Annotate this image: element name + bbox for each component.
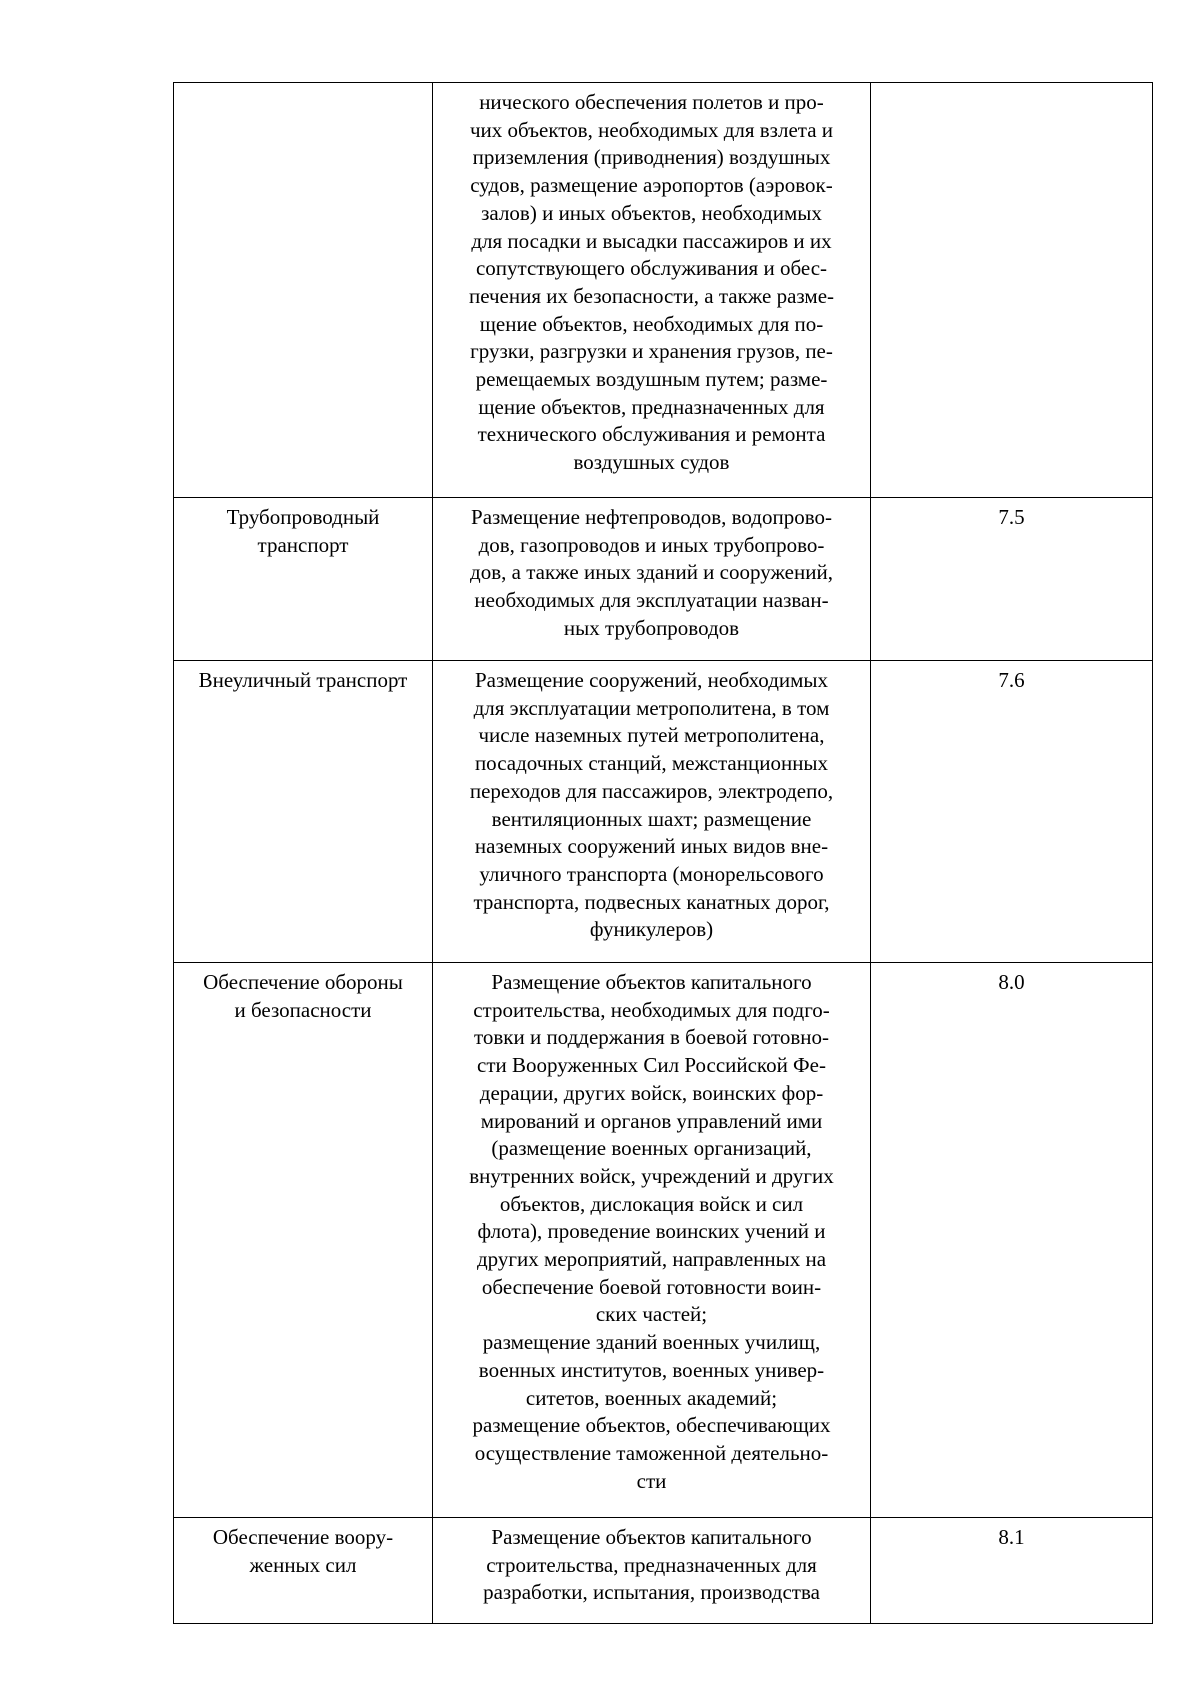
use-type-description: Размещение нефтепроводов, водопрово- дов, газопроводов и иных трубопрово- дов, а также иных зданий и сооружений, необходимых для эксплуатации назван- ных трубопроводов bbox=[433, 498, 871, 661]
table-row bbox=[174, 661, 1153, 963]
use-type-description: Размещение объектов капитального строительства, предназначенных для разработки, испытания, производства bbox=[433, 1518, 871, 1624]
land-use-table bbox=[173, 82, 1153, 1624]
use-type-description: Размещение сооружений, необходимых для эксплуатации метрополитена, в том числе наземных путей метрополитена, посадочных станций, межстанционных переходов для пассажиров, электродепо, вентиляционных шахт; размещение наземных сооружений иных видов вне- уличного транспорта (монорельсового транспорта, подвесных канатных дорог, фуникулеров) bbox=[433, 661, 871, 963]
use-type-code: 7.6 bbox=[871, 661, 1153, 963]
use-type-name bbox=[174, 83, 433, 498]
table-row bbox=[174, 963, 1153, 1518]
use-type-code bbox=[871, 83, 1153, 498]
use-type-code: 8.1 bbox=[871, 1518, 1153, 1624]
use-type-code: 7.5 bbox=[871, 498, 1153, 661]
table-row bbox=[174, 1518, 1153, 1624]
table-row bbox=[174, 83, 1153, 498]
use-type-name: Внеуличный транспорт bbox=[174, 661, 433, 963]
table-row bbox=[174, 498, 1153, 661]
use-type-name: Обеспечение воору- женных сил bbox=[174, 1518, 433, 1624]
use-type-code: 8.0 bbox=[871, 963, 1153, 1518]
use-type-name: Обеспечение обороны и безопасности bbox=[174, 963, 433, 1518]
use-type-description: нического обеспечения полетов и про- чих объектов, необходимых для взлета и приземления (приводнения) воздушных судов, размещение аэропортов (аэровок- залов) и иных объектов, необходимых для посадки и высадки пассажиров и их сопутствующего обслуживания и обес- печения их безопасности, а также разме- щение объектов, необходимых для по- грузки, разгрузки и хранения грузов, пе- ремещаемых воздушным путем; разме- щение объектов, предназначенных для технического обслуживания и ремонта воздушных судов bbox=[433, 83, 871, 498]
use-type-description: Размещение объектов капитального строительства, необходимых для подго- товки и поддержания в боевой готовно- сти Вооруженных Сил Российской Фе- дерации, других войск, воинских фор- мирований и органов управлений ими (размещение военных организаций, внутренних войск, учреждений и других объектов, дислокация войск и сил флота), проведение воинских учений и других мероприятий, направленных на обеспечение боевой готовности воин- ских частей; размещение зданий военных училищ, военных институтов, военных универ- ситетов, военных академий; размещение объектов, обеспечивающих осуществление таможенной деятельно- сти bbox=[433, 963, 871, 1518]
use-type-name: Трубопроводный транспорт bbox=[174, 498, 433, 661]
